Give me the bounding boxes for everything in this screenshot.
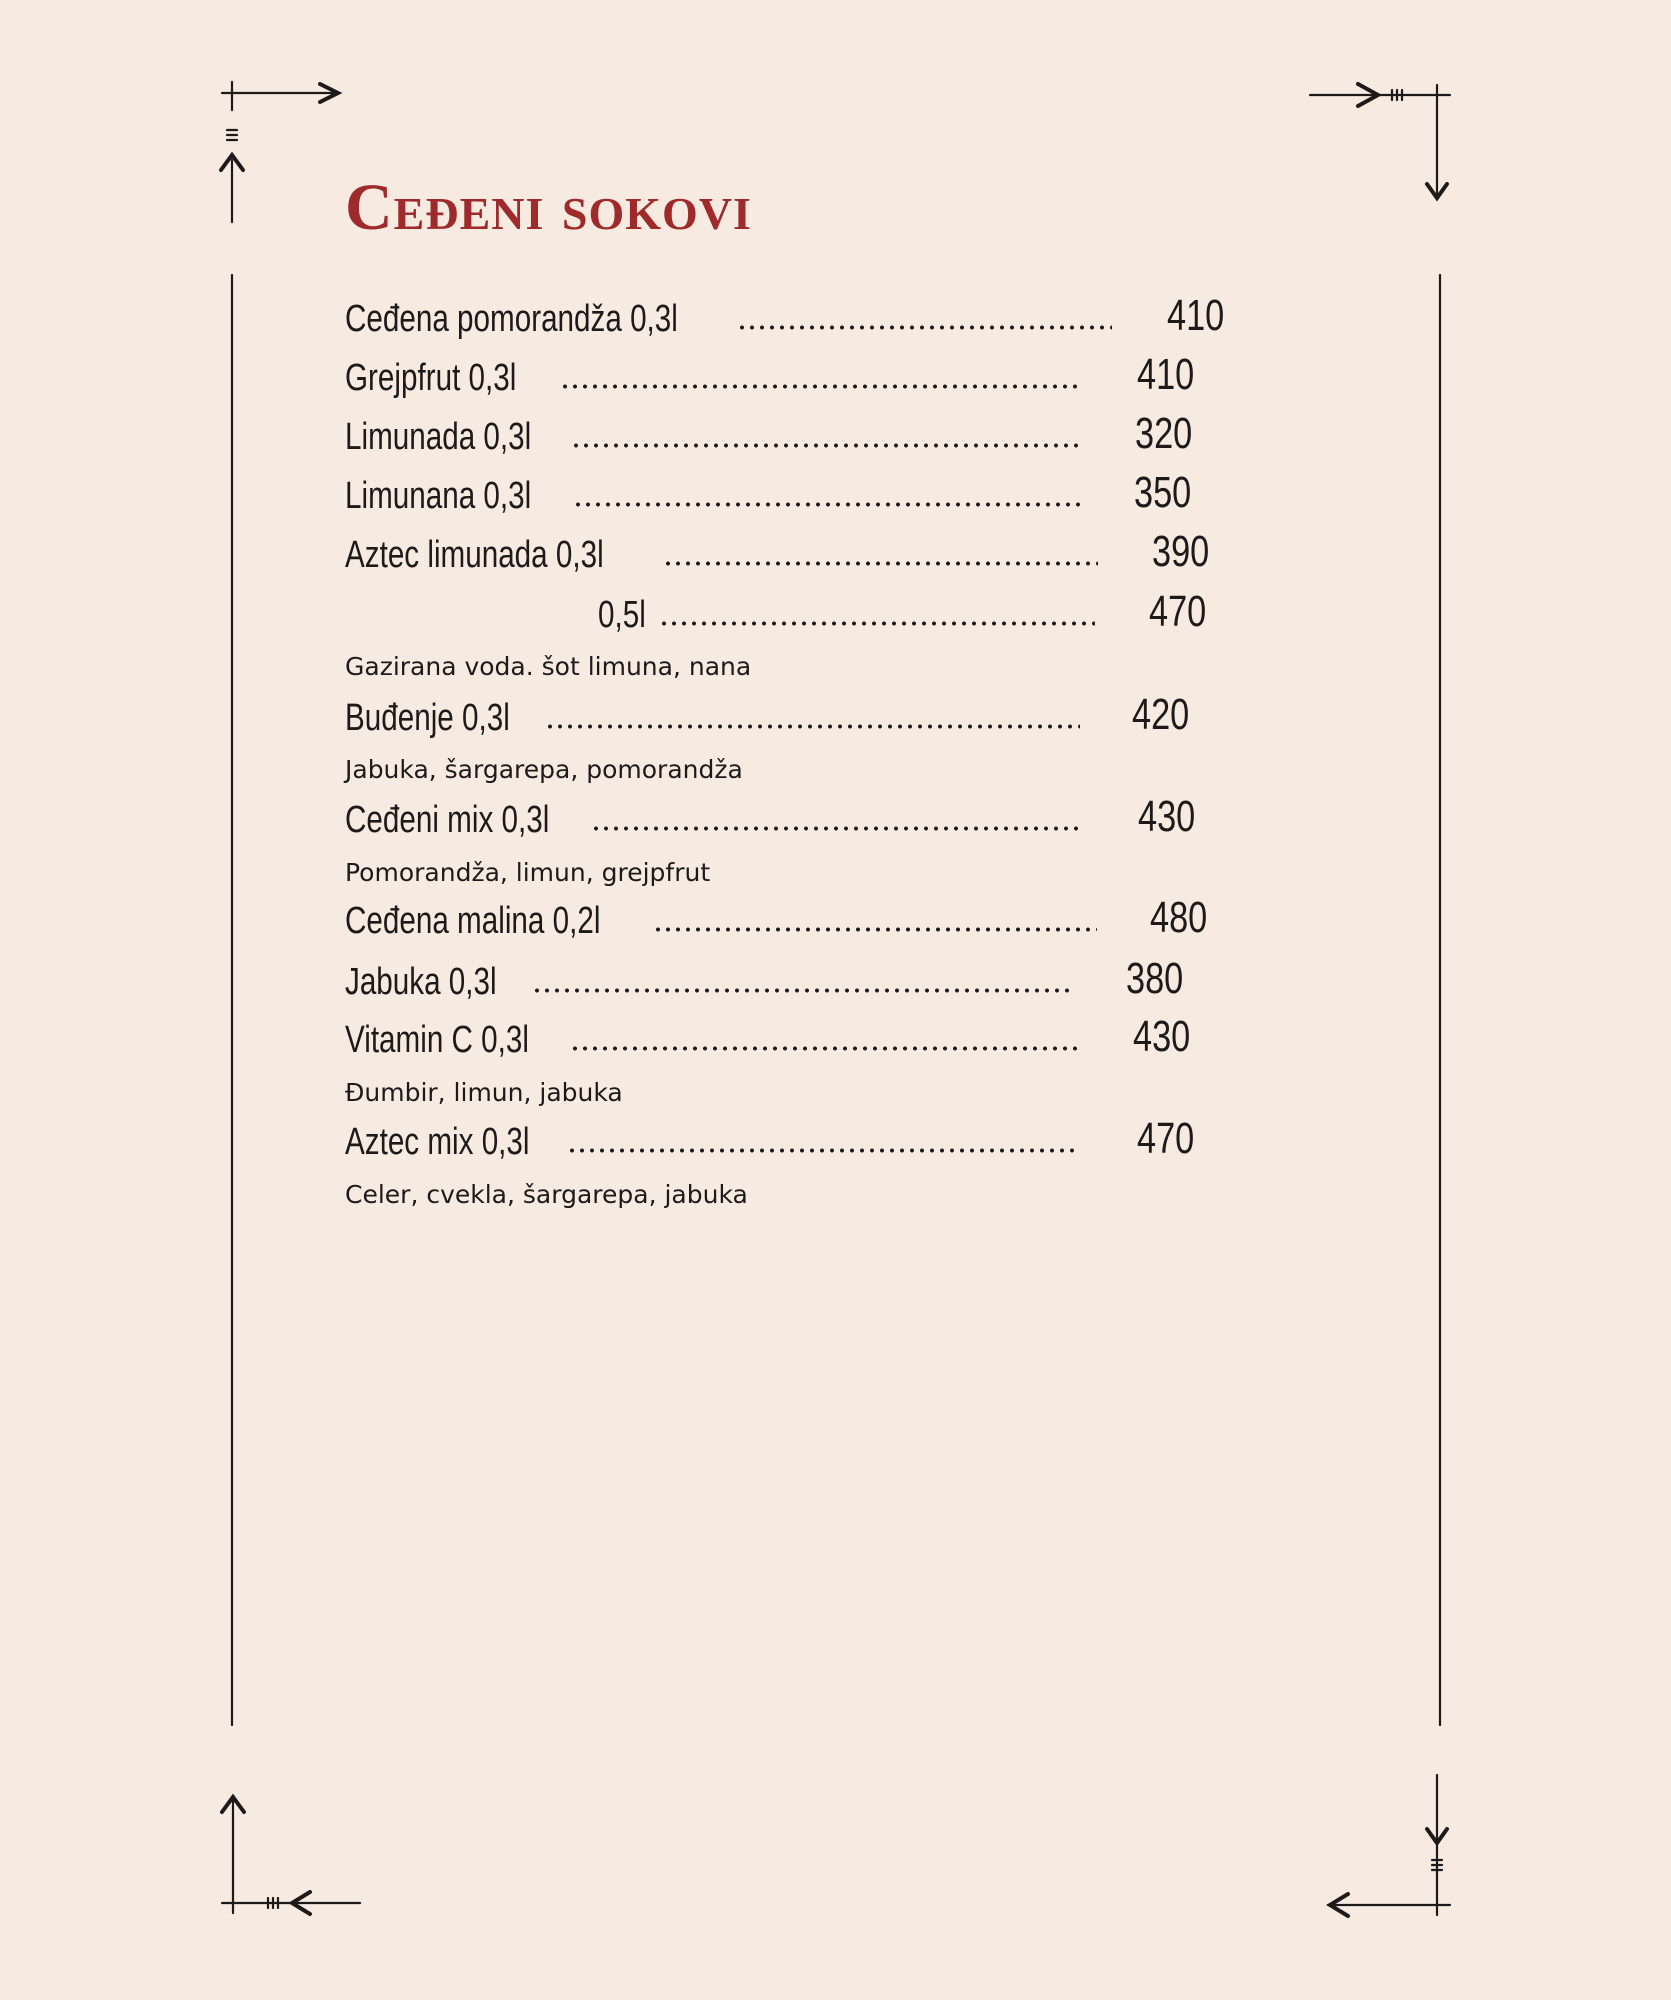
menu-item: [345, 578, 1345, 634]
item-description: Jabuka, šargarepa, pomorandža: [345, 755, 743, 784]
item-name: Aztec mix 0,3l: [345, 1121, 530, 1163]
item-price: 380: [1126, 954, 1184, 1003]
menu-item: [345, 400, 1345, 456]
leader-dots: [570, 1046, 1080, 1051]
menu-item: [345, 282, 1345, 338]
menu-item: [345, 681, 1345, 737]
item-price: 410: [1167, 291, 1225, 340]
menu-list: [345, 0, 1345, 2000]
leader-dots: [571, 443, 1082, 448]
leader-dots: [737, 325, 1112, 330]
item-price: 430: [1138, 792, 1196, 841]
item-name: Aztec limunada 0,3l: [345, 534, 604, 576]
corner-ornament-bottom-right: [1328, 1775, 1450, 1916]
item-description: Đumbir, limun, jabuka: [345, 1078, 623, 1107]
corner-ornament-bottom-left: [222, 1797, 360, 1914]
leader-dots: [591, 826, 1082, 831]
item-name: Ceđena pomorandža 0,3l: [345, 298, 678, 340]
menu-item: [345, 518, 1345, 574]
item-price: 420: [1132, 690, 1190, 739]
item-description: Celer, cvekla, šargarepa, jabuka: [345, 1180, 748, 1209]
menu-item: [345, 1003, 1345, 1059]
menu-item: [345, 459, 1345, 515]
item-name: 0,5l: [598, 594, 646, 636]
item-name: Ceđena malina 0,2l: [345, 900, 601, 942]
menu-item: [345, 783, 1345, 839]
item-name: Grejpfrut 0,3l: [345, 357, 517, 399]
menu-item: [345, 1105, 1345, 1161]
item-name: Jabuka 0,3l: [345, 961, 497, 1003]
menu-item: [345, 945, 1345, 1001]
menu-item: [345, 884, 1345, 940]
item-price: 480: [1150, 893, 1208, 942]
leader-dots: [567, 1148, 1080, 1153]
item-price: 430: [1133, 1012, 1191, 1061]
item-name: Vitamin C 0,3l: [345, 1019, 529, 1061]
leader-dots: [545, 724, 1080, 729]
item-price: 410: [1137, 350, 1195, 399]
menu-item: [345, 341, 1345, 397]
leader-dots: [532, 988, 1070, 993]
item-name: Limunana 0,3l: [345, 475, 532, 517]
item-name: Limunada 0,3l: [345, 416, 532, 458]
corner-ornament-top-left: [221, 82, 338, 222]
item-price: 390: [1152, 527, 1210, 576]
item-description: Pomorandža, limun, grejpfrut: [345, 858, 711, 887]
item-name: Buđenje 0,3l: [345, 697, 510, 739]
leader-dots: [573, 502, 1081, 507]
leader-dots: [659, 621, 1095, 626]
leader-dots: [653, 927, 1097, 932]
leader-dots: [663, 561, 1098, 566]
item-price: 470: [1149, 587, 1207, 636]
page-title: Ceđeni sokovi: [345, 171, 752, 244]
leader-dots: [560, 384, 1082, 389]
item-price: 470: [1137, 1114, 1195, 1163]
item-price: 350: [1134, 468, 1192, 517]
item-name: Ceđeni mix 0,3l: [345, 799, 550, 841]
item-price: 320: [1135, 409, 1193, 458]
item-description: Gazirana voda. šot limuna, nana: [345, 652, 752, 681]
